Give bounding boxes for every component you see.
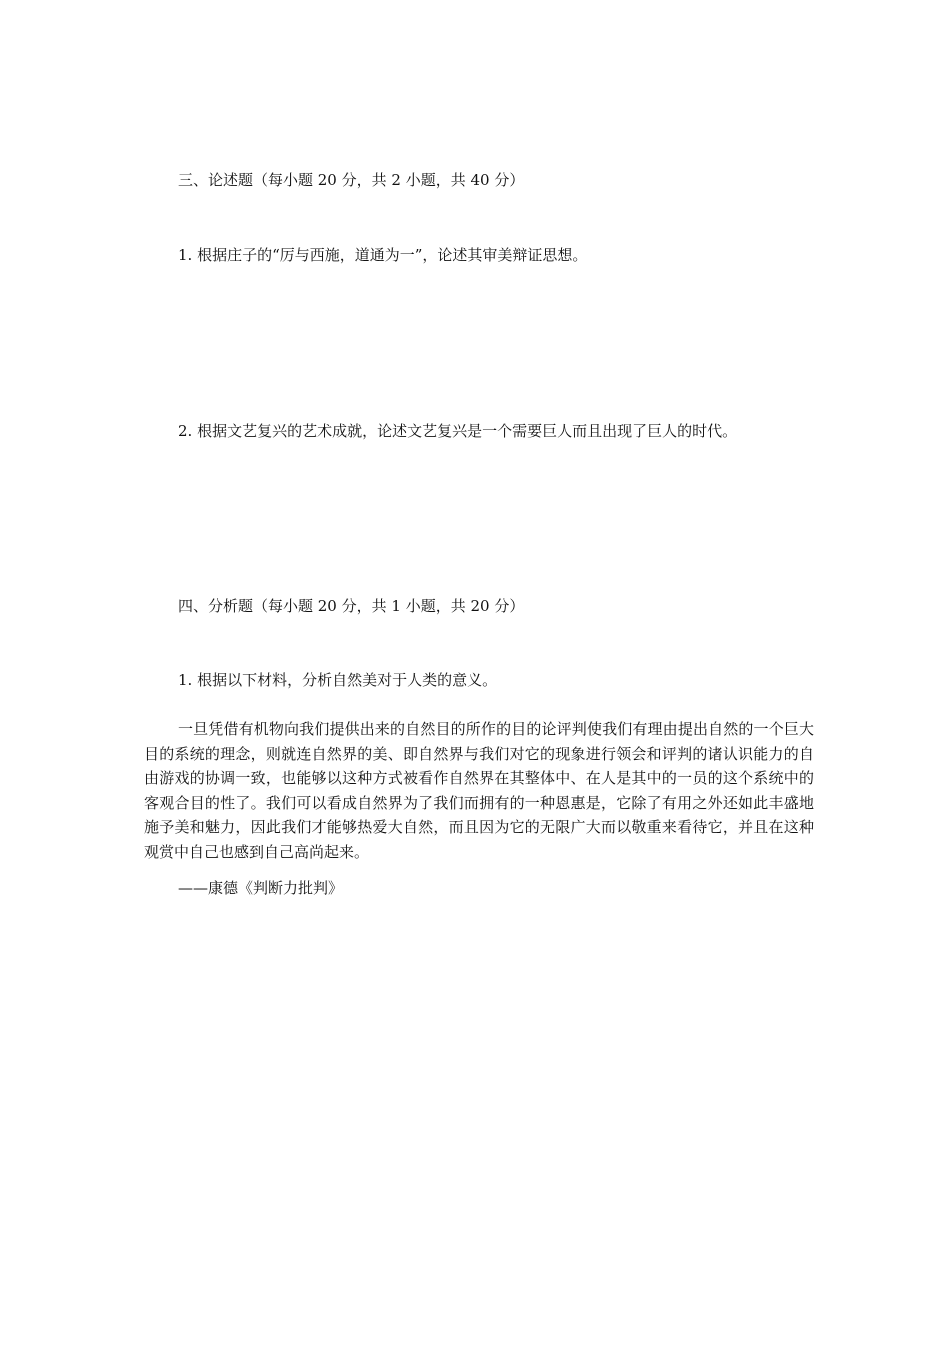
section-3-heading: 三、论述题（每小题 20 分，共 2 小题，共 40 分） xyxy=(178,171,525,189)
quoted-passage: 一旦凭借有机物向我们提供出来的自然目的所作的目的论评判使我们有理由提出自然的一个巨大目的系统的理念，则就连自然界的美、即自然界与我们对它的现象进行领会和评判的诸认识能力的自由游戏的协调一致，也能够以这种方式被看作自然界在其整体中、在人是其中的一员的这个系统中的客观合目的性了。我们可以看成自然界为了我们而拥有的一种恩惠是，它除了有用之外还如此丰盛地施予美和魅力，因此我们才能够热爱大自然，而且因为它的无限广大而以敬重来看待它，并且在这种观赏中自己也感到自己高尚起来。 xyxy=(144,720,814,861)
passage-attribution: ——康德《判断力批判》 xyxy=(178,879,344,897)
essay-question-2: 2. 根据文艺复兴的艺术成就，论述文艺复兴是一个需要巨人而且出现了巨人的时代。 xyxy=(178,422,738,440)
essay-question-1: 1. 根据庄子的“厉与西施，道通为一”，论述其审美辩证思想。 xyxy=(178,246,588,264)
section-4-heading: 四、分析题（每小题 20 分，共 1 小题，共 20 分） xyxy=(178,597,525,615)
analysis-question-1: 1. 根据以下材料，分析自然美对于人类的意义。 xyxy=(178,671,498,689)
